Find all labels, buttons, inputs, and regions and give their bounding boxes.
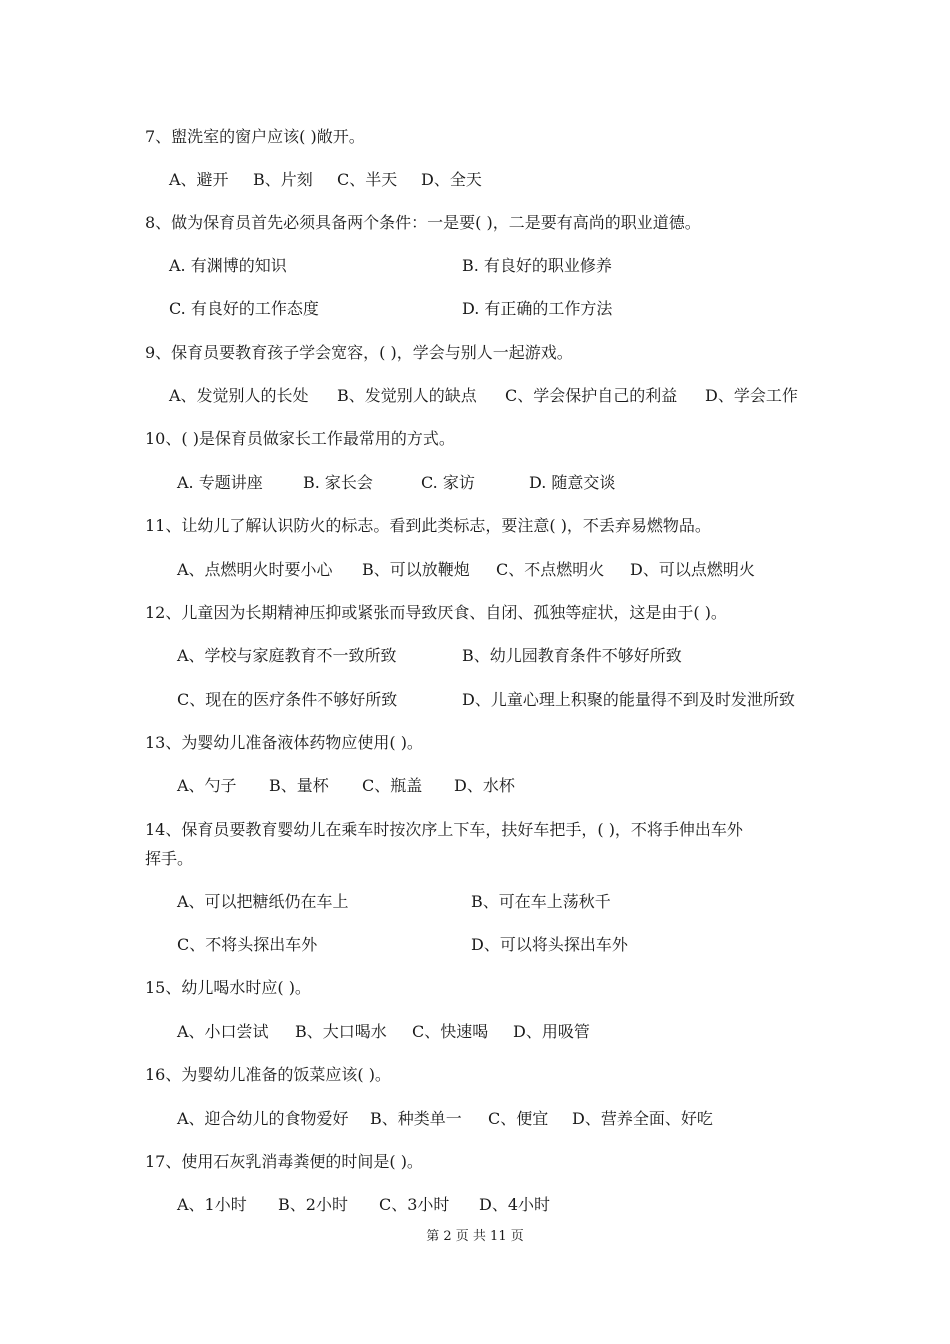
question-10-option-d: D. 随意交谈 <box>529 473 616 492</box>
question-7-option-b: B、片刻 <box>253 170 313 189</box>
question-8-option-d: D. 有正确的工作方法 <box>462 299 613 318</box>
question-9-stem: 9、保育员要教育孩子学会宽容，( )，学会与别人一起游戏。 <box>145 343 573 362</box>
question-8-stem: 8、做为保育员首先必须具备两个条件：一是要( )，二是要有高尚的职业道德。 <box>145 213 701 232</box>
question-12-option-a: A、学校与家庭教育不一致所致 <box>177 646 397 665</box>
question-17-option-c: C、3小时 <box>379 1195 450 1214</box>
question-10-stem: 10、( )是保育员做家长工作最常用的方式。 <box>145 429 455 448</box>
question-16-option-a: A、迎合幼儿的食物爱好 <box>177 1109 349 1128</box>
question-13-stem: 13、为婴幼儿准备液体药物应使用( )。 <box>145 733 423 752</box>
question-13-option-a: A、勺子 <box>177 776 237 795</box>
question-9-option-b: B、发觉别人的缺点 <box>337 386 477 405</box>
question-7-stem: 7、盥洗室的窗户应该( )敞开。 <box>145 127 365 146</box>
question-15-option-d: D、用吸管 <box>513 1022 590 1041</box>
question-8-option-c: C. 有良好的工作态度 <box>169 299 319 318</box>
question-12-option-c: C、现在的医疗条件不够好所致 <box>177 690 398 709</box>
question-16-stem: 16、为婴幼儿准备的饭菜应该( )。 <box>145 1065 391 1084</box>
question-11-stem: 11、让幼儿了解认识防火的标志。看到此类标志，要注意( )，不丢弃易燃物品。 <box>145 516 711 535</box>
question-10-option-b: B. 家长会 <box>303 473 373 492</box>
question-17-option-b: B、2小时 <box>278 1195 348 1214</box>
question-16-option-d: D、营养全面、好吃 <box>572 1109 713 1128</box>
question-9-option-c: C、学会保护自己的利益 <box>505 386 678 405</box>
question-14-option-a: A、可以把糖纸仍在车上 <box>177 892 349 911</box>
question-16-option-c: C、便宜 <box>488 1109 549 1128</box>
question-17-option-a: A、1小时 <box>177 1195 247 1214</box>
question-14-option-d: D、可以将头探出车外 <box>471 935 628 954</box>
question-15-option-a: A、小口尝试 <box>177 1022 269 1041</box>
question-8-option-b: B. 有良好的职业修养 <box>462 256 612 275</box>
question-14-option-c: C、不将头探出车外 <box>177 935 318 954</box>
question-7-option-d: D、全天 <box>421 170 482 189</box>
question-10-option-a: A. 专题讲座 <box>177 473 263 492</box>
page-number-footer: 第 2 页 共 11 页 <box>426 1229 524 1244</box>
question-14-option-b: B、可在车上荡秋千 <box>471 892 611 911</box>
question-11-option-a: A、点燃明火时要小心 <box>177 560 333 579</box>
question-12-stem: 12、儿童因为长期精神压抑或紧张而导致厌食、自闭、孤独等症状，这是由于( )。 <box>145 603 727 622</box>
question-13-option-b: B、量杯 <box>269 776 329 795</box>
question-15-stem: 15、幼儿喝水时应( )。 <box>145 978 311 997</box>
question-9-option-a: A、发觉别人的长处 <box>169 386 309 405</box>
question-10-option-c: C. 家访 <box>421 473 475 492</box>
question-12-option-d: D、儿童心理上积聚的能量得不到及时发泄所致 <box>462 690 795 709</box>
question-12-option-b: B、幼儿园教育条件不够好所致 <box>462 646 682 665</box>
question-13-option-c: C、瓶盖 <box>362 776 423 795</box>
question-13-option-d: D、水杯 <box>454 776 515 795</box>
question-14-stem-line-1: 14、保育员要教育婴幼儿在乘车时按次序上下车，扶好车把手，( )，不将手伸出车外 <box>145 820 743 839</box>
question-14-stem-line-2: 挥手。 <box>145 849 194 868</box>
question-11-option-b: B、可以放鞭炮 <box>362 560 470 579</box>
question-11-option-d: D、可以点燃明火 <box>630 560 755 579</box>
question-15-option-b: B、大口喝水 <box>295 1022 387 1041</box>
question-9-option-d: D、学会工作 <box>705 386 798 405</box>
question-17-stem: 17、使用石灰乳消毒粪便的时间是( )。 <box>145 1152 423 1171</box>
question-11-option-c: C、不点燃明火 <box>496 560 605 579</box>
question-7-option-a: A、避开 <box>169 170 229 189</box>
question-7-option-c: C、半天 <box>337 170 398 189</box>
question-17-option-d: D、4小时 <box>479 1195 551 1214</box>
question-8-option-a: A. 有渊博的知识 <box>169 256 287 275</box>
question-16-option-b: B、种类单一 <box>370 1109 462 1128</box>
question-15-option-c: C、快速喝 <box>412 1022 489 1041</box>
